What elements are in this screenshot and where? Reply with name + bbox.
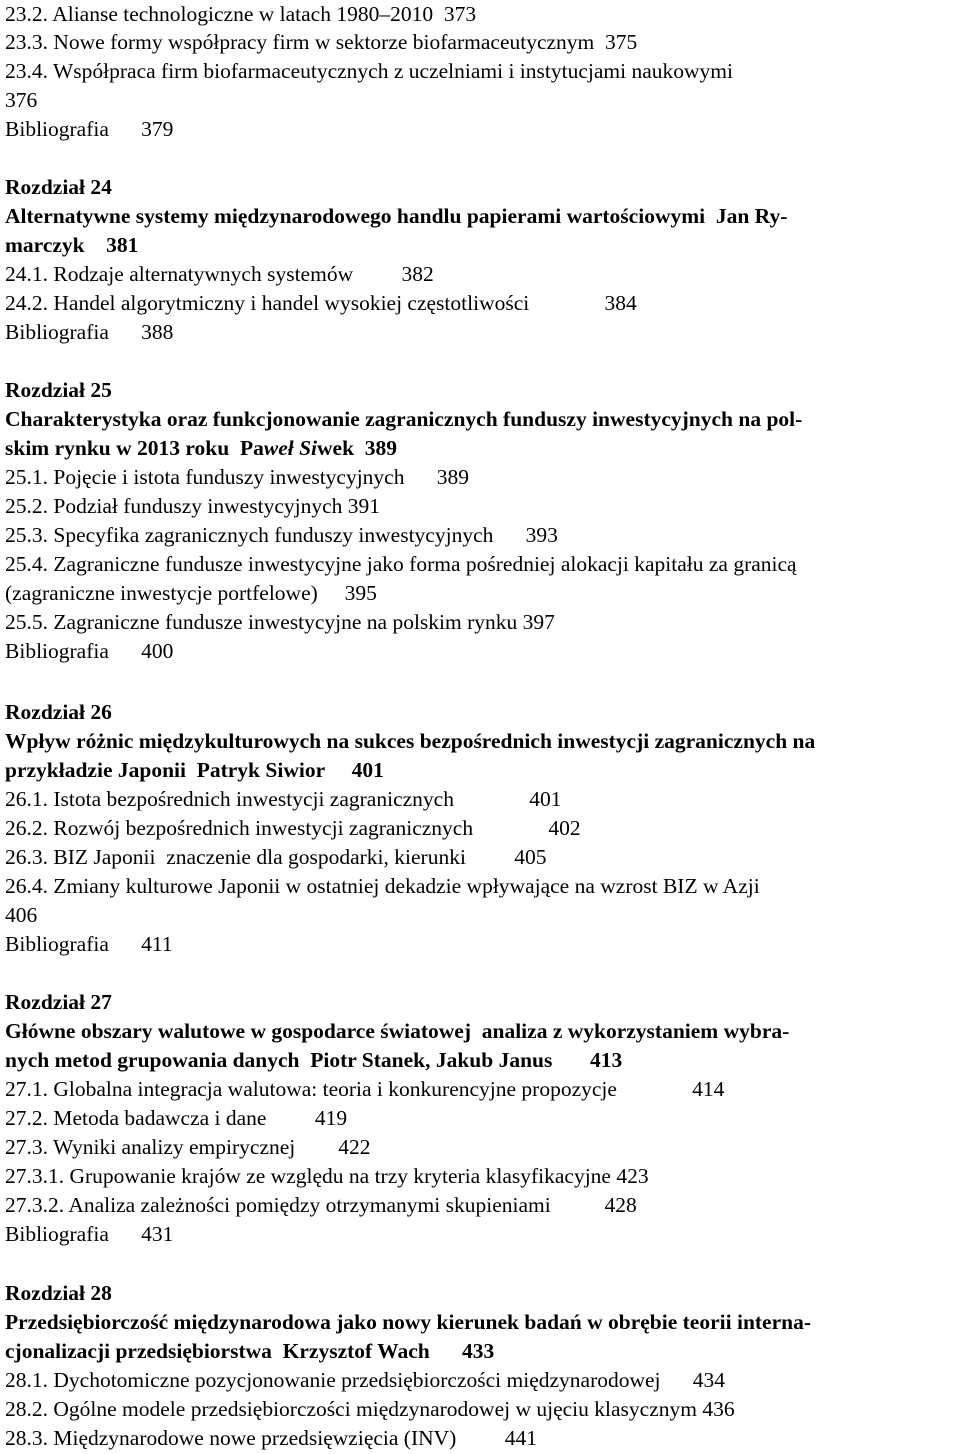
chapter-title: Charakterystyka oraz funkcjonowanie zagranicznych funduszy inwestycyjnych na pol-	[5, 407, 803, 431]
toc-line: 27.1. Globalna integracja walutowa: teoria i konkurencyjne propozycje 414	[5, 1077, 725, 1101]
toc-line: 28.3. Międzynarodowe nowe przedsięwzięcia (INV) 441	[5, 1426, 537, 1450]
toc-line: 25.1. Pojęcie i istota funduszy inwestycyjnych 389	[5, 465, 469, 489]
toc-line: 23.3. Nowe formy współpracy firm w sektorze biofarmaceutycznym 375	[5, 30, 638, 54]
bibliography-line: Bibliografia 379	[5, 117, 174, 141]
bibliography-line: Bibliografia 388	[5, 320, 174, 344]
toc-line: 23.4. Współpraca firm biofarmaceutycznych z uczelniami i instytucjami naukowymi	[5, 59, 733, 83]
toc-line: 26.4. Zmiany kulturowe Japonii w ostatniej dekadzie wpływające na wzrost BIZ w Azji	[5, 874, 760, 898]
bibliography-line: Bibliografia 400	[5, 639, 174, 663]
chapter-heading: Rozdział 24	[5, 175, 112, 199]
toc-line: 28.2. Ogólne modele przedsiębiorczości międzynarodowej w ujęciu klasycznym 436	[5, 1397, 735, 1421]
toc-line: 27.3. Wyniki analizy empirycznej 422	[5, 1135, 371, 1159]
toc-line: 24.2. Handel algorytmiczny i handel wysokiej częstotliwości 384	[5, 291, 637, 315]
chapter-title: Wpływ różnic międzykulturowych na sukces bezpośrednich inwestycji zagranicznych na	[5, 729, 816, 753]
bibliography-line: Bibliografia 431	[5, 1222, 174, 1246]
toc-line: 27.3.1. Grupowanie krajów ze względu na trzy kryteria klasyfikacyjne 423	[5, 1164, 649, 1188]
chapter-heading: Rozdział 27	[5, 990, 112, 1014]
toc-line: 28.1. Dychotomiczne pozycjonowanie przedsiębiorczości międzynarodowej 434	[5, 1368, 726, 1392]
chapter-title: przykładzie Japonii Patryk Siwior 401	[5, 758, 384, 782]
chapter-title: nych metod grupowania danych Piotr Stanek, Jakub Janus 413	[5, 1048, 623, 1072]
toc-line: 26.2. Rozwój bezpośrednich inwestycji zagranicznych 402	[5, 816, 581, 840]
chapter-title: Przedsiębiorczość międzynarodowa jako nowy kierunek badań w obrębie teorii interna-	[5, 1310, 812, 1334]
chapter-heading: Rozdział 25	[5, 378, 112, 402]
chapter-title-part: wek 389	[317, 436, 398, 460]
chapter-heading: Rozdział 28	[5, 1281, 112, 1305]
toc-line: 27.3.2. Analiza zależności pomiędzy otrzymanymi skupieniami 428	[5, 1193, 637, 1217]
toc-line: 25.5. Zagraniczne fundusze inwestycyjne na polskim rynku 397	[5, 610, 555, 634]
chapter-title	[5, 434, 397, 462]
chapter-title: cjonalizacji przedsiębiorstwa Krzysztof Wach 433	[5, 1339, 495, 1363]
chapter-title: marczyk 381	[5, 233, 139, 257]
toc-line: 27.2. Metoda badawcza i dane 419	[5, 1106, 348, 1130]
author-name-part: weł Si	[263, 436, 318, 460]
toc-line: 25.3. Specyfika zagranicznych funduszy inwestycyjnych 393	[5, 523, 558, 547]
chapter-title: Główne obszary walutowe w gospodarce światowej analiza z wykorzystaniem wybra-	[5, 1019, 790, 1043]
toc-line: (zagraniczne inwestycje portfelowe) 395	[5, 581, 377, 605]
toc-line: 24.1. Rodzaje alternatywnych systemów 382	[5, 262, 434, 286]
bibliography-line: Bibliografia 411	[5, 932, 173, 956]
chapter-title-part: skim rynku w 2013 roku Pa	[5, 436, 264, 460]
chapter-title: Alternatywne systemy międzynarodowego handlu papierami wartościowymi Jan Ry-	[5, 204, 788, 228]
chapter-heading: Rozdział 26	[5, 700, 112, 724]
toc-line: 25.2. Podział funduszy inwestycyjnych 391	[5, 494, 381, 518]
toc-line: 25.4. Zagraniczne fundusze inwestycyjne jako forma pośredniej alokacji kapitału za granicą	[5, 552, 797, 576]
toc-line: 23.2. Alianse technologiczne w latach 1980–2010 373	[5, 2, 477, 26]
toc-line: 26.1. Istota bezpośrednich inwestycji zagranicznych 401	[5, 787, 562, 811]
toc-line: 26.3. BIZ Japonii znaczenie dla gospodarki, kierunki 405	[5, 845, 547, 869]
toc-page-number: 406	[5, 903, 38, 927]
toc-page-number: 376	[5, 88, 38, 112]
